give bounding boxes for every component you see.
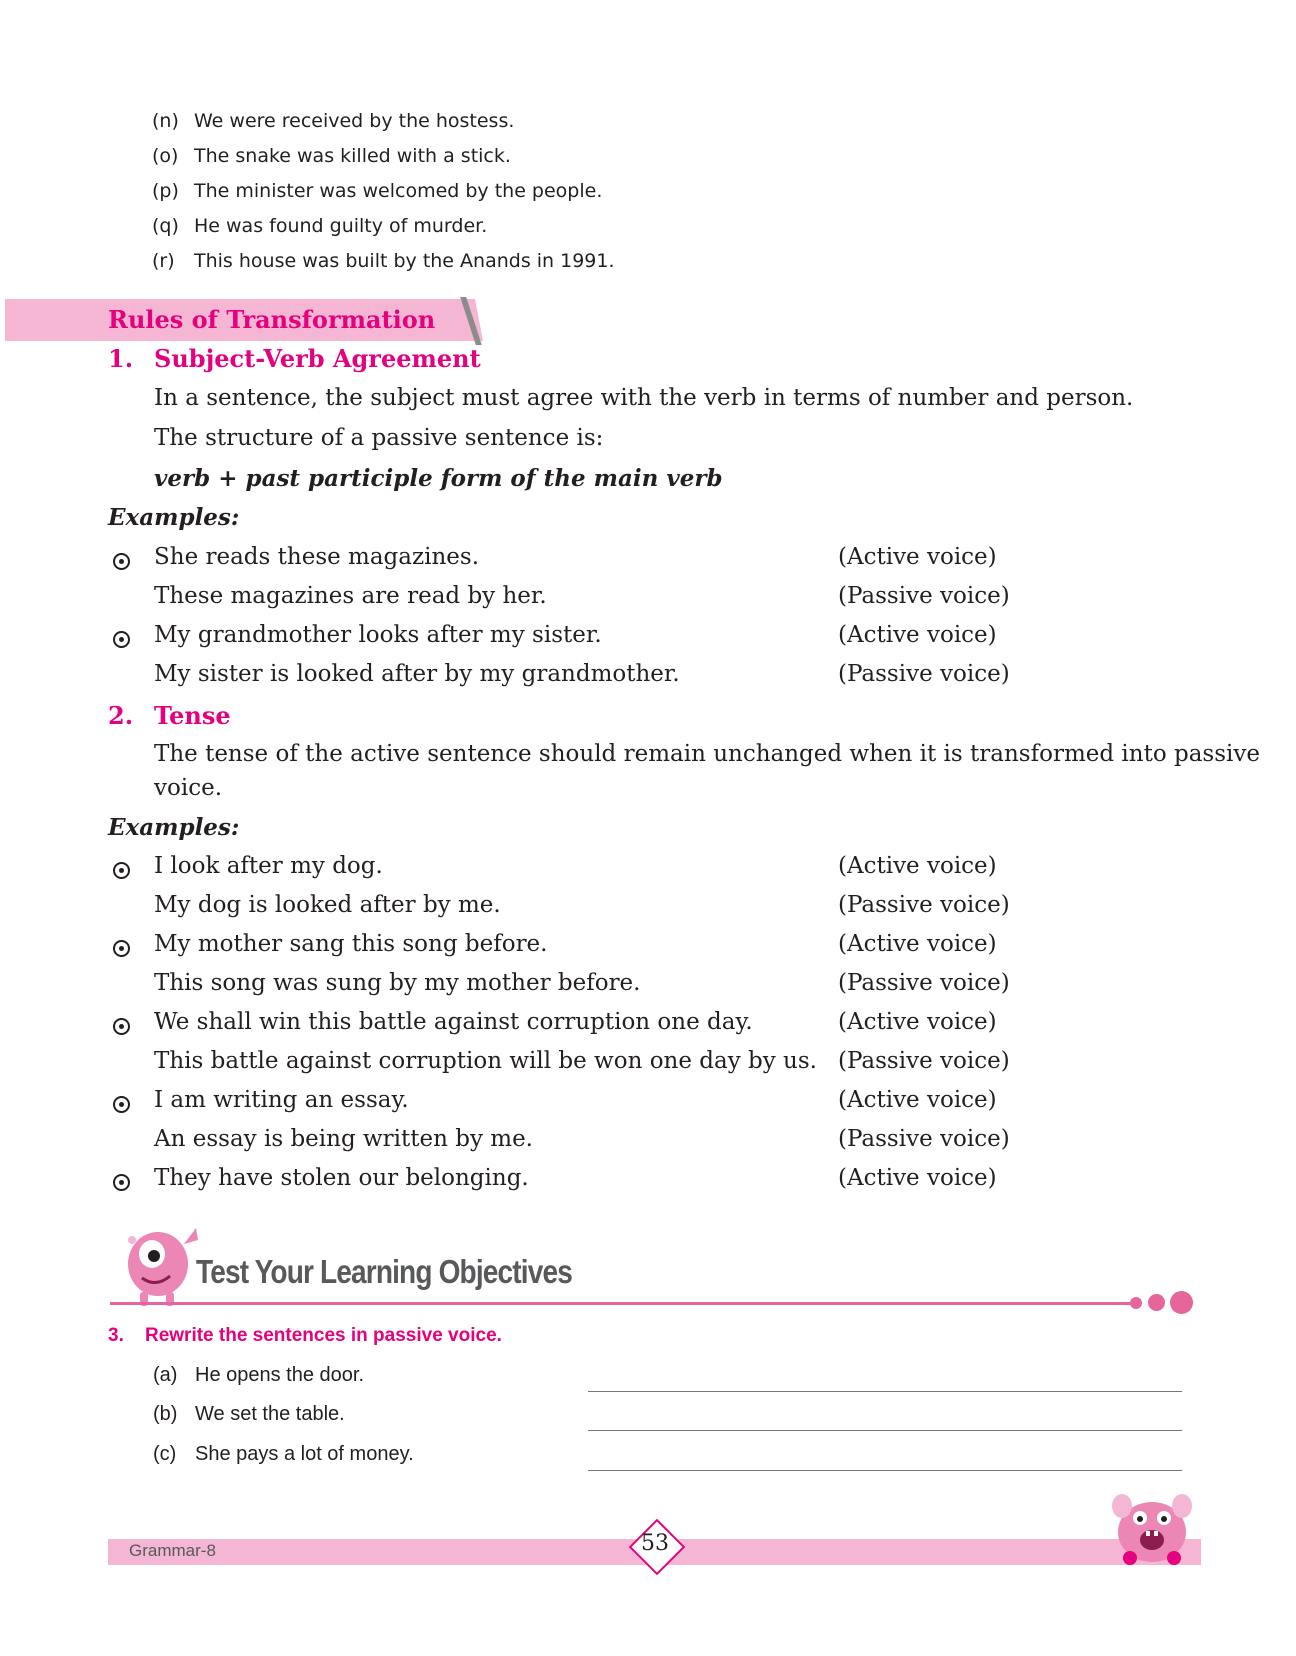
answer-line[interactable] xyxy=(588,1470,1182,1471)
monster-icon xyxy=(1108,1486,1196,1568)
voice-label: (Active voice) xyxy=(838,1087,997,1113)
dot-icon xyxy=(1170,1291,1193,1314)
rule1-title: Subject-Verb Agreement xyxy=(154,344,481,373)
question-item-text: She pays a lot of money. xyxy=(195,1443,414,1465)
example-sentence: They have stolen our belonging. xyxy=(154,1165,529,1191)
bullet-icon xyxy=(113,1018,130,1035)
page-number: 53 xyxy=(641,1531,669,1556)
structure-formula: verb + past participle form of the main verb xyxy=(154,465,723,492)
voice-label: (Passive voice) xyxy=(838,661,1010,687)
voice-label: (Active voice) xyxy=(838,1009,997,1035)
voice-label: (Active voice) xyxy=(838,622,997,648)
voice-label: (Passive voice) xyxy=(838,1048,1010,1074)
examples-label: Examples: xyxy=(108,814,240,841)
test-section-title: Test Your Learning Objectives xyxy=(196,1253,572,1290)
example-sentence: An essay is being written by me. xyxy=(154,1126,533,1152)
dot-icon xyxy=(1130,1297,1142,1309)
answer-line[interactable] xyxy=(588,1430,1182,1431)
example-sentence: My dog is looked after by me. xyxy=(154,892,501,918)
example-sentence: This song was sung by my mother before. xyxy=(154,970,641,996)
divider-line xyxy=(110,1302,1140,1305)
question-item-text: He opens the door. xyxy=(195,1364,365,1386)
bullet-icon xyxy=(113,553,130,570)
question-item: (a) xyxy=(153,1364,178,1386)
answer-line[interactable] xyxy=(588,1391,1182,1392)
rule2-text-line1: The tense of the active sentence should remain unchanged when it is transformed into passive xyxy=(154,741,1260,767)
example-sentence: My sister is looked after by my grandmother. xyxy=(154,661,680,687)
voice-label: (Active voice) xyxy=(838,853,997,879)
rule1-number: 1. xyxy=(108,344,134,373)
example-sentence: She reads these magazines. xyxy=(154,544,480,570)
voice-label: (Passive voice) xyxy=(838,970,1010,996)
example-sentence: This battle against corruption will be won one day by us. xyxy=(154,1048,817,1074)
dot-icon xyxy=(1148,1294,1165,1311)
example-sentence: My grandmother looks after my sister. xyxy=(154,622,602,648)
voice-label: (Passive voice) xyxy=(838,1126,1010,1152)
voice-label: (Passive voice) xyxy=(838,892,1010,918)
rule2-number: 2. xyxy=(108,701,134,730)
mascot-icon xyxy=(112,1214,202,1310)
voice-label: (Active voice) xyxy=(838,544,997,570)
rule1-structure-label: The structure of a passive sentence is: xyxy=(154,425,604,451)
section-title: Rules of Transformation xyxy=(108,305,436,334)
question-heading: 3. Rewrite the sentences in passive voice. xyxy=(108,1325,502,1346)
bullet-icon xyxy=(113,940,130,957)
example-sentence: I look after my dog. xyxy=(154,853,383,879)
bullet-icon xyxy=(113,862,130,879)
example-sentence: These magazines are read by her. xyxy=(154,583,547,609)
voice-label: (Active voice) xyxy=(838,931,997,957)
rule1-text: In a sentence, the subject must agree with the verb in terms of number and person. xyxy=(154,385,1134,411)
question-item: (b) xyxy=(153,1403,178,1425)
example-sentence: My mother sang this song before. xyxy=(154,931,548,957)
examples-label: Examples: xyxy=(108,504,240,531)
book-title: Grammar-8 xyxy=(129,1541,216,1560)
question-item: (c) xyxy=(153,1443,177,1465)
rule2-title: Tense xyxy=(154,701,231,730)
example-sentence: I am writing an essay. xyxy=(154,1087,409,1113)
question-item-text: We set the table. xyxy=(195,1403,345,1425)
bullet-icon xyxy=(113,631,130,648)
bullet-icon xyxy=(113,1174,130,1191)
voice-label: (Passive voice) xyxy=(838,583,1010,609)
example-sentence: We shall win this battle against corruption one day. xyxy=(154,1009,753,1035)
rule2-text-line2: voice. xyxy=(154,775,223,801)
bullet-icon xyxy=(113,1096,130,1113)
voice-label: (Active voice) xyxy=(838,1165,997,1191)
